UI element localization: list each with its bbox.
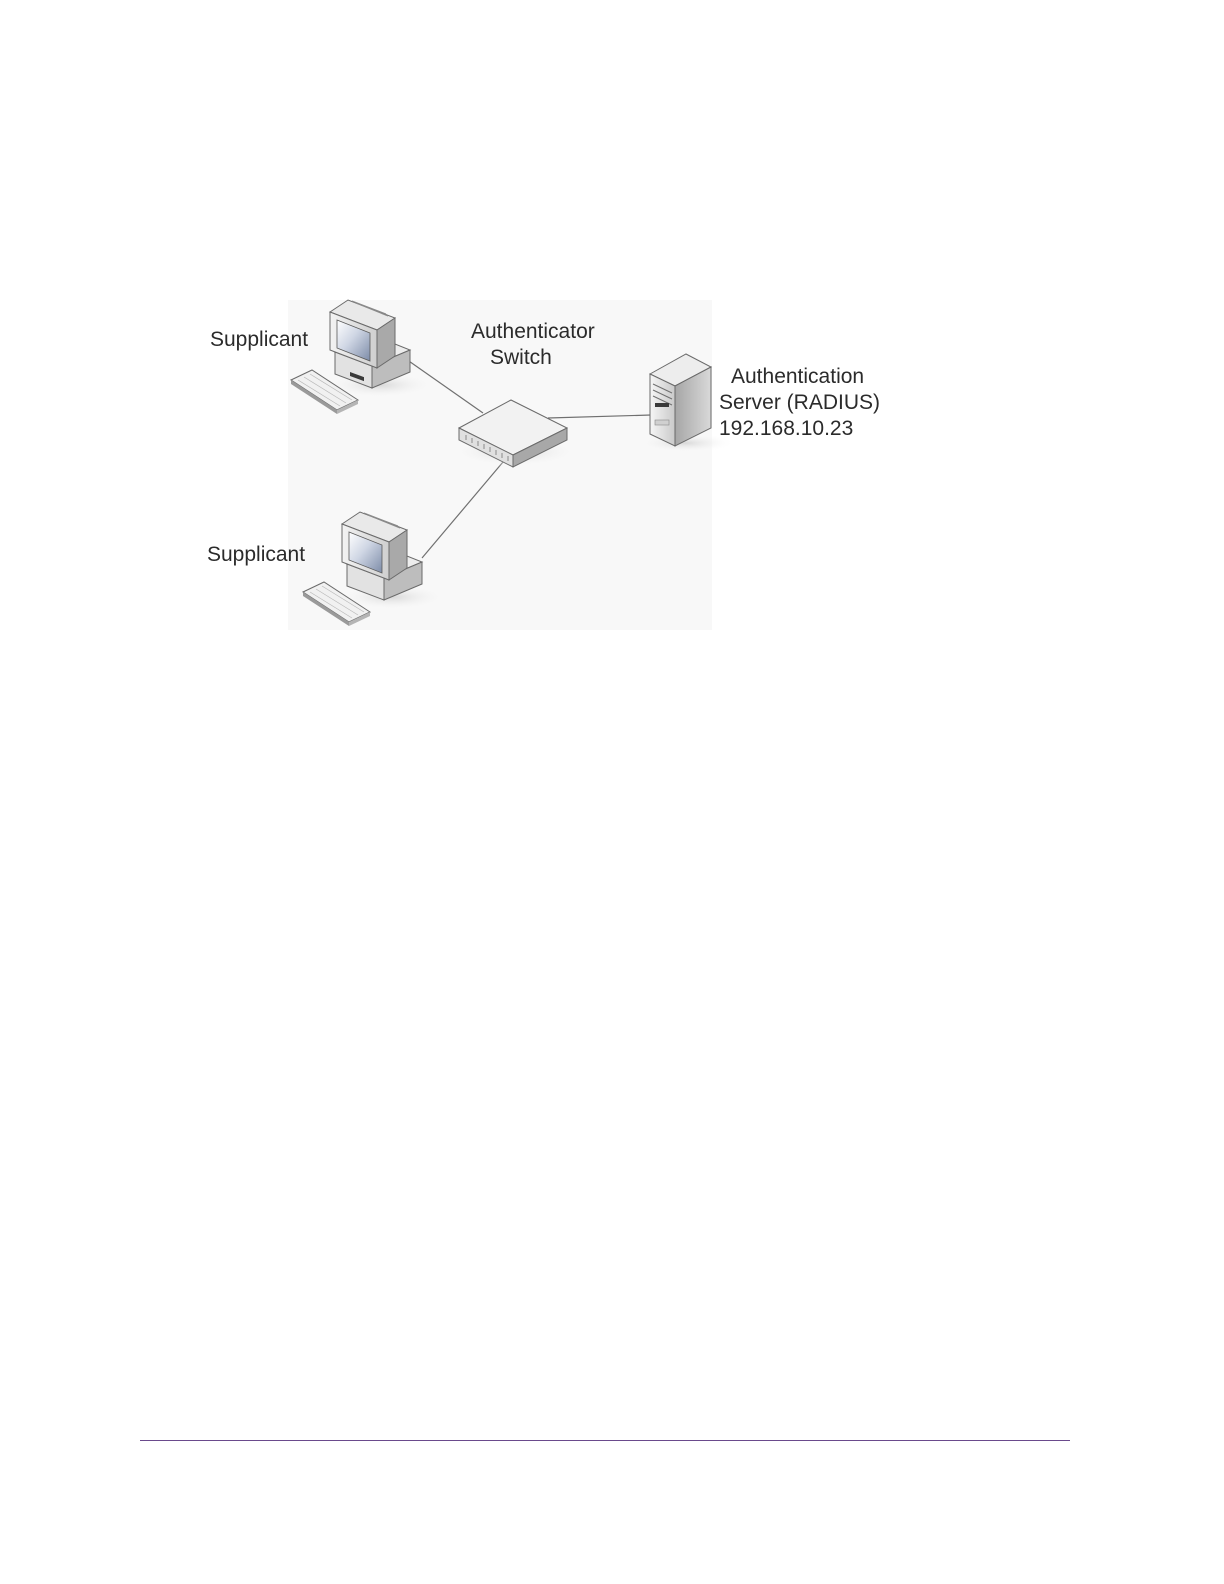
- supplicant-top-label: [210, 327, 308, 353]
- authenticator-switch-label: [471, 319, 595, 371]
- label-line: Authentication: [731, 365, 865, 388]
- label-line: Supplicant: [207, 543, 306, 566]
- authentication-server-label: [719, 364, 880, 442]
- footer-rule: [140, 1440, 1070, 1441]
- label-line: 192.168.10.23: [719, 417, 854, 440]
- label-line: Supplicant: [210, 328, 309, 351]
- label-line: Authenticator: [471, 320, 595, 343]
- supplicant-bottom-label: [207, 542, 305, 568]
- label-line: Server (RADIUS): [719, 391, 881, 414]
- label-line: Switch: [490, 346, 552, 369]
